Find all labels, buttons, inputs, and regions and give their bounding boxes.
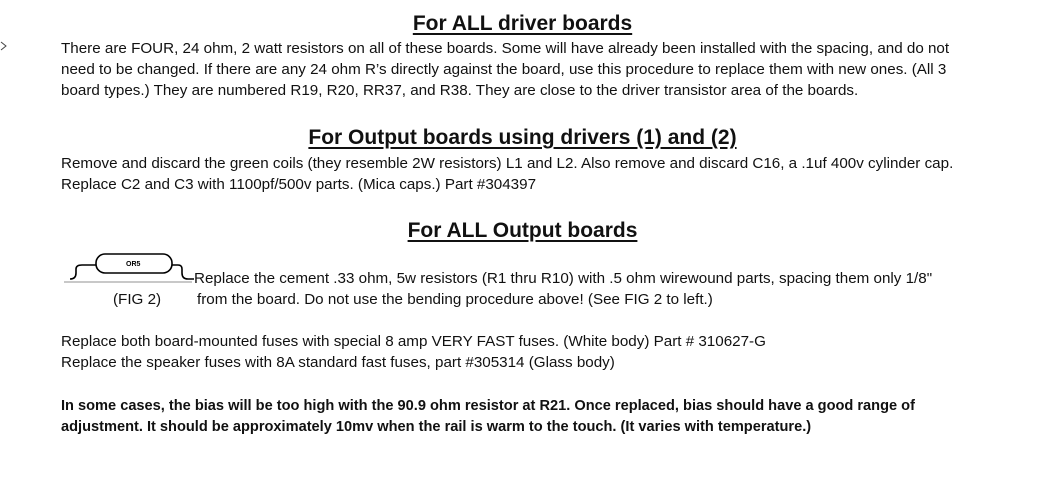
fuse-line-1: Replace both board-mounted fuses with special 8 amp VERY FAST fuses. (White body) Part # 310627-G	[61, 333, 766, 350]
figure-line-2: from the board. Do not use the bending procedure above! (See FIG 2 to left.)	[197, 291, 713, 308]
cursor-mark-icon	[0, 40, 8, 58]
output-drivers-line-2: Replace C2 and C3 with 1100pf/500v parts. (Mica caps.) Part #304397	[61, 176, 537, 193]
figure-caption: (FIG 2)	[113, 291, 162, 308]
resistor-label: OR5	[126, 261, 141, 268]
figure-line-1: Replace the cement .33 ohm, 5w resistors (R1 thru R10) with .5 ohm wirewound parts, spacing them only 1/8"	[194, 270, 933, 287]
heading-all-output-boards: For ALL Output boards	[407, 219, 638, 242]
fuse-paragraph	[61, 331, 766, 373]
heading-output-boards-drivers: For Output boards using drivers (1) and (2)	[308, 126, 737, 149]
bias-note-line-2: adjustment. It should be approximately 10mv when the rail is warm to the touch. (It varies with temperature.)	[61, 419, 812, 435]
heading-driver-boards: For ALL driver boards	[412, 12, 633, 35]
driver-line-1: There are FOUR, 24 ohm, 2 watt resistors on all of these boards. Some will have already been installed with the spacing, and do not	[61, 40, 950, 57]
driver-line-2: need to be changed. If there are any 24 ohm R’s directly against the board, use this procedure to replace them with new ones. (All 3	[61, 61, 947, 78]
fuse-line-2: Replace the speaker fuses with 8A standard fast fuses, part #305314 (Glass body)	[61, 354, 615, 371]
output-drivers-paragraph	[61, 153, 953, 195]
resistor-spacing-figure	[64, 249, 194, 288]
output-drivers-line-1: Remove and discard the green coils (they resemble 2W resistors) L1 and L2. Also remove and discard C16, a .1uf 400v cylinder cap.	[61, 155, 954, 172]
bias-note-line-1: In some cases, the bias will be too high with the 90.9 ohm resistor at R21. Once replaced, bias should have a good range of	[61, 398, 915, 414]
bias-note-paragraph	[61, 396, 915, 438]
figure-paragraph	[194, 268, 932, 310]
driver-line-3: board types.) They are numbered R19, R20, RR37, and R38. They are close to the driver transistor area of the boards.	[61, 82, 859, 99]
driver-boards-paragraph	[61, 38, 949, 101]
